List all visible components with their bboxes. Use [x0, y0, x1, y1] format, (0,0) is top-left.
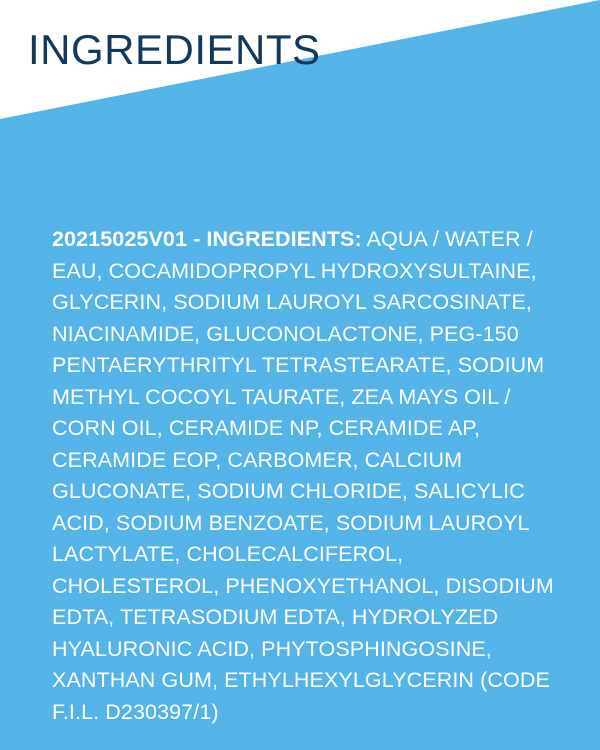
ingredients-code-label: 20215025V01 - INGREDIENTS: [52, 227, 362, 251]
page-title: INGREDIENTS [28, 26, 321, 73]
ingredients-list-text: AQUA / WATER / EAU, COCAMIDOPROPYL HYDROXYSULTAINE, GLYCERIN, SODIUM LAUROYL SARCOSINATE, NIACINAMIDE, GLUCONOLACTONE, PEG-150 PENTAERYTHRITYL TETRASTEARATE, SODIUM METHYL COCOYL TAURATE, ZEA MAYS OIL / CORN OIL, CERAMIDE NP, CERAMIDE AP, CERAMIDE EOP, CARBOMER, CALCIUM GLUCONATE, SODIUM CHLORIDE, SALICYLIC ACID, SODIUM BENZOATE, SODIUM LAUROYL LACTYLATE, CHOLECALCIFEROL, CHOLESTEROL, PHENOXYETHANOL, DISODIUM EDTA, TETRASODIUM EDTA, HYDROLYZED HYALURONIC ACID, PHYTOSPHINGOSINE, XANTHAN GUM, ETHYLHEXYLGLYCERIN (CODE F.I.L. D230397/1) [52, 227, 554, 724]
ingredients-text-block [52, 224, 572, 728]
